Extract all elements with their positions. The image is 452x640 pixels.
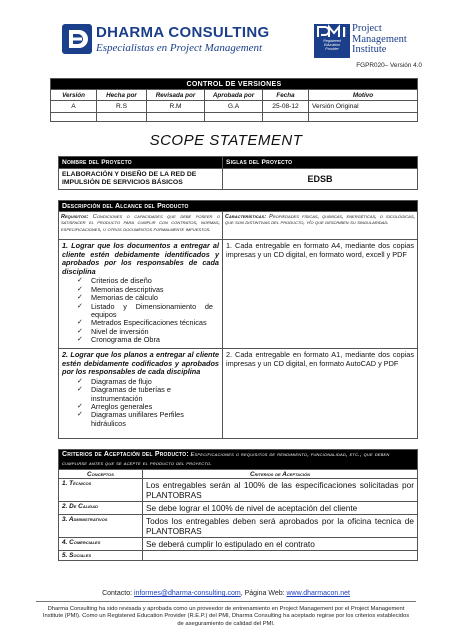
criteria-value: Los entregables serán al 100% de las especificaciones solicitadas por PLANTOBRAS (143, 479, 418, 502)
version-cell: 25-08-12 (263, 101, 309, 113)
brand-block (96, 24, 269, 54)
project-name: ELABORACIÓN Y DISEÑO DE LA RED DE IMPULSIÓN DE SERVICIOS BÁSICOS (59, 169, 223, 190)
criteria-concept (59, 515, 143, 538)
dharma-logo-icon (62, 24, 92, 54)
version-control-title: CONTROL DE VERSIONES (51, 79, 418, 90)
criteria-title (59, 450, 418, 470)
criteria-subtitle-b: funcionalidad, etc., que deben cumplirse antes que se acepte el producto del proyecto. (62, 452, 390, 467)
pmi-badge-line-3: Provider (325, 47, 339, 51)
version-cell: R.M (147, 101, 205, 113)
criteria-concept-text: 1. Técnicos (62, 480, 92, 487)
website-link[interactable]: www.dharmacon.net (286, 590, 350, 597)
criteria-concept (59, 538, 143, 551)
criteria-title-text: Criterios de Aceptación del Producto: (62, 451, 189, 458)
version-col-header: Versión (51, 90, 97, 101)
check-icon: ✓ (77, 403, 83, 410)
checklist-text: Cronograma de Obra (91, 335, 160, 345)
footer-divider (36, 601, 416, 602)
requirements-label: Requisitos: (61, 214, 89, 220)
checklist-item (62, 336, 219, 344)
criteria-col-concept: Conceptos (87, 470, 114, 478)
checklist-text: Listado y Dimensionamiento de equipos (91, 301, 213, 319)
version-cell: R.S (97, 101, 147, 113)
pmi-badge-text (315, 39, 349, 51)
criteria-value: Se deberá cumplir lo estipulado en el contrato (143, 538, 418, 551)
criteria-subtitle-a: Especificaciones o requisitos de rendimiento, (190, 452, 310, 458)
scope-characteristic-1 (223, 240, 418, 349)
criteria-concept-text: 2. De Calidad (62, 503, 98, 510)
characteristic-text: 1. Cada entregable en formato A4, mediante dos copias impresas y un CD digital, en formato word, excell y PDF (226, 241, 414, 259)
pmi-wordmark (352, 24, 407, 56)
pmi-logo (314, 24, 414, 58)
pmi-line-3: Institute (352, 44, 387, 55)
criteria-concept (59, 551, 143, 561)
version-cell: A (51, 101, 97, 113)
scope-title-text: Descripción del Alcance del Producto (62, 202, 189, 210)
project-code-header-text: Siglas del Proyecto (226, 159, 293, 166)
pmi-line-1: Project (352, 23, 382, 34)
project-code-header (223, 157, 418, 169)
version-col-header: Hecha por (97, 90, 147, 101)
criteria-col-criteria: Criterios de Aceptación (249, 470, 311, 478)
requirement-lead: 1. Lograr que los documentos a entregar al cliente estén debidamente identificados y aprobados por los responsables de cada disciplina (62, 241, 219, 276)
checklist-text: Criterios de diseño (91, 276, 152, 286)
version-cell: G.A (205, 101, 263, 113)
checklist-item (62, 303, 219, 320)
pmi-line-2: Management (352, 33, 407, 45)
version-col-header: Fecha (263, 90, 309, 101)
criteria-value: Todos los entregables deben será aprobados por la oficina tecnica de PLANTOBRAS (143, 515, 418, 538)
scope-table (58, 200, 418, 439)
criteria-concept-text: 4. Comerciales (62, 539, 101, 546)
check-icon: ✓ (77, 327, 83, 335)
criteria-concept-text: 3. Administrativos (62, 516, 108, 523)
contact-label: Contacto: (102, 590, 133, 597)
contact-line: Contacto: informes@dharma-consulting.com, Página Web: www.dharmacon.net (102, 590, 350, 597)
check-icon: ✓ (77, 294, 83, 302)
checklist-text: Diagramas de flujo (91, 376, 152, 386)
version-control-table (50, 78, 418, 122)
check-icon: ✓ (77, 336, 83, 344)
pmi-badge-line-1: Registered (323, 39, 341, 43)
project-table (58, 156, 418, 190)
characteristics-text: Propiedades físicas, químicas, energéticas, o sicológicas, que son distintivas del producto, y/o que describen su singularidad. (225, 214, 415, 227)
characteristic-text: 2. Cada entregable en formato A1, mediante dos copias impresas y un CD digital, en formato AutoCAD y PDF (226, 350, 414, 368)
version-col-header: Aprobada por (205, 90, 263, 101)
criteria-concept (59, 479, 143, 502)
version-cell: Versión Original (309, 101, 418, 113)
company-name: DHARMA CONSULTING (96, 24, 270, 41)
document-title: SCOPE STATEMENT (149, 132, 303, 149)
scope-requirement-2 (59, 349, 223, 439)
check-icon: ✓ (77, 285, 83, 293)
checklist-item (62, 411, 219, 428)
requirements-text: Condiciones o capacidades que debe poseer o satisfacer el producto para cumplir con contratos, normas, especificaciones, u otros documentos formalmente impuestos. (61, 214, 220, 233)
scope-requirement-1 (59, 240, 223, 349)
requirement-lead: 2. Lograr que los planos a entregar al cliente estén debidamente codificados y aprobados por los responsables de cada disciplina (62, 350, 219, 377)
web-label: Página Web: (244, 590, 285, 597)
checklist-text: Diagramas unifilares Perfiles hidráulicos (91, 410, 184, 428)
criteria-concept (59, 502, 143, 515)
company-tagline: Especialistas en Project Management (96, 42, 263, 54)
project-code: EDSB (223, 169, 418, 190)
acceptance-criteria-table (58, 449, 418, 561)
checklist-text: Memorias de cálculo (91, 293, 158, 303)
checklist-item (62, 386, 219, 403)
document-reference: FGPR020– Versión 4.0 (356, 62, 422, 69)
project-name-header-text: Nombre del Proyecto (62, 159, 132, 166)
criteria-col-header (59, 470, 143, 479)
check-icon: ✓ (77, 377, 83, 385)
check-icon: ✓ (77, 277, 83, 285)
criteria-value (143, 551, 418, 561)
checklist-text: Arreglos generales (91, 402, 153, 411)
version-col-header: Revisada por (147, 90, 205, 101)
email-link[interactable]: informes@dharma-consulting.com (134, 590, 241, 597)
requirement-checklist (62, 277, 219, 344)
check-icon: ✓ (77, 302, 83, 310)
project-name-header (59, 157, 223, 169)
pmi-badge-line-2: Education (324, 43, 340, 47)
footer-disclaimer: Dharma Consulting ha sido revisada y aprobada como un proveedor de entrenamiento en Project Management por el Project Management Institute (PMI). Como un Registered Education Provider (R.E.P.) del PMI, Dharma Consulting ha aceptado regirse por los criterios establecidos de aseguramiento de calidad del PMI. (42, 606, 410, 627)
checklist-text: Diagramas de tuberías e instrumentación (91, 385, 171, 403)
criteria-concept-text: 5. Sociales (62, 552, 92, 559)
characteristics-label: Características: (225, 214, 267, 220)
criteria-value: Se debe lograr el 100% de nivel de aceptación del cliente (143, 502, 418, 515)
requirement-checklist (62, 378, 219, 428)
check-icon: ✓ (77, 319, 83, 327)
scope-characteristic-2 (223, 349, 418, 439)
requirements-definition (59, 212, 223, 240)
checklist-text: Nivel de inversión (91, 326, 149, 336)
checklist-text: Memorias descriptivas (91, 284, 164, 294)
page-header (0, 0, 452, 66)
characteristics-definition (223, 212, 418, 240)
version-col-header: Motivo (309, 90, 418, 101)
check-icon: ✓ (77, 411, 83, 419)
scope-title (59, 201, 418, 212)
check-icon: ✓ (77, 386, 83, 394)
checklist-text: Metrados Especificaciones técnicas (91, 318, 207, 328)
criteria-col-header (143, 470, 418, 479)
